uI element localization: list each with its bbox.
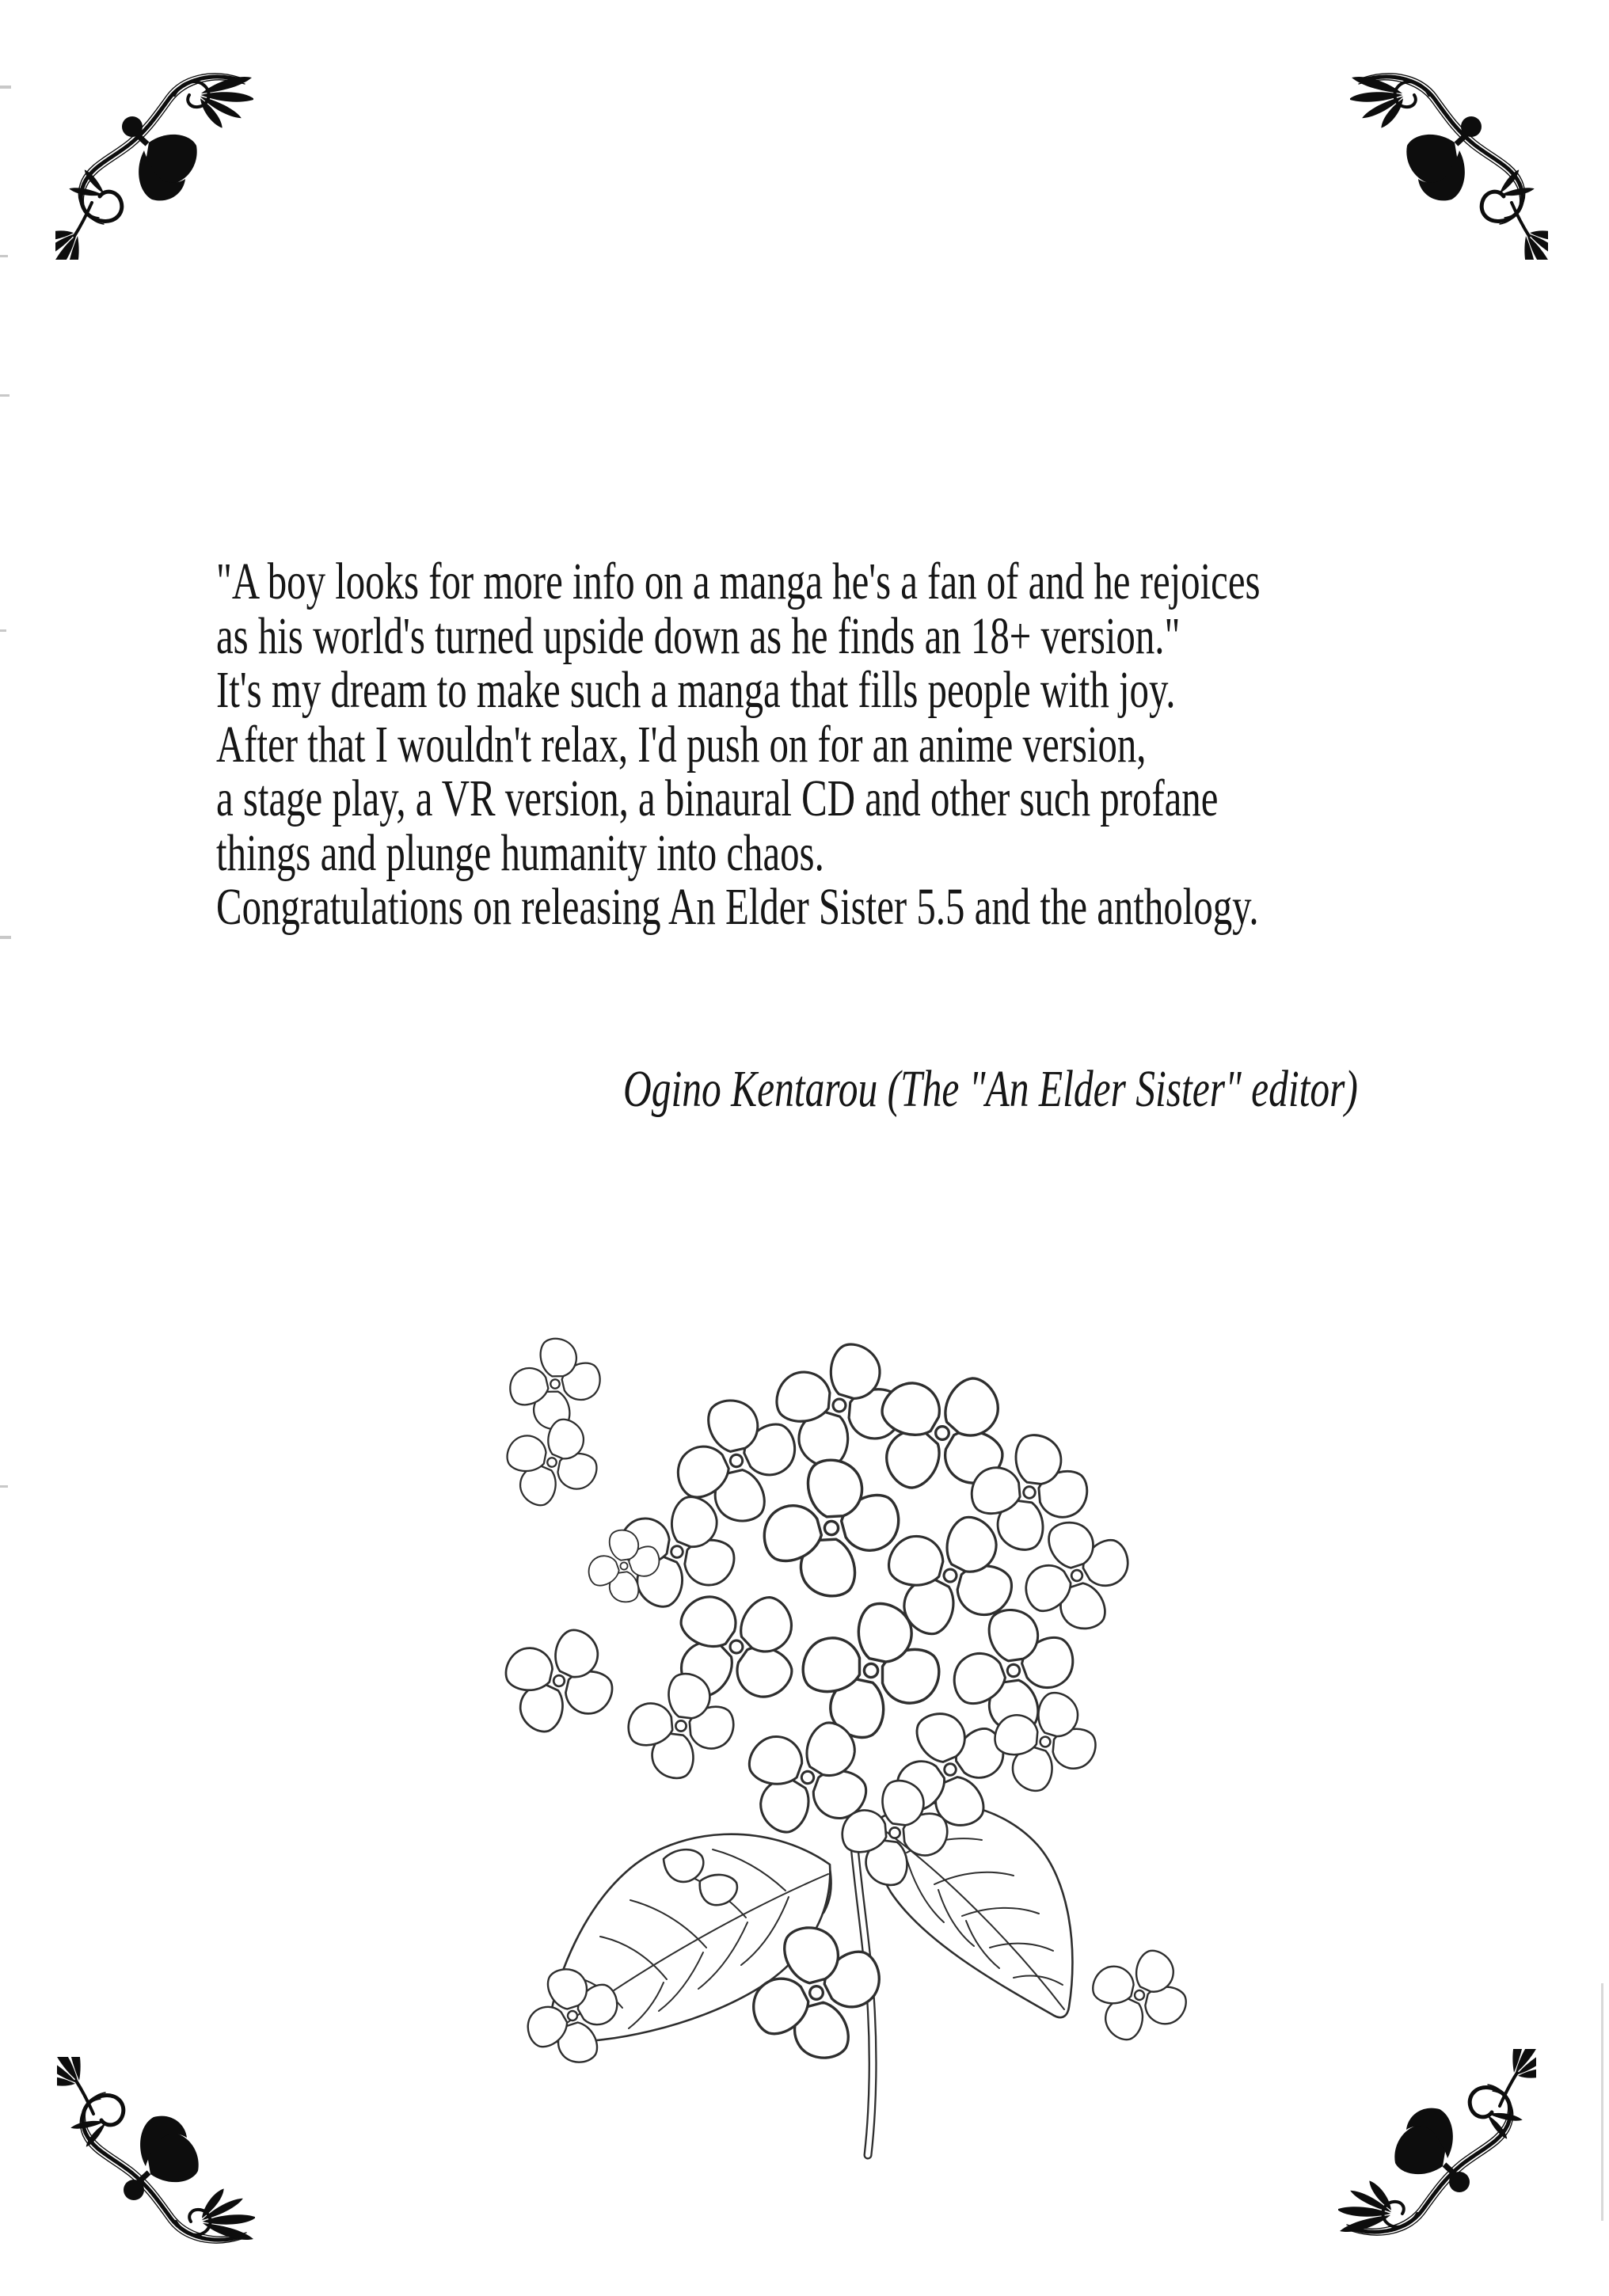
- message-line: things and plunge humanity into chaos.: [216, 823, 824, 882]
- corner-flourish-icon-top-left: [55, 70, 253, 260]
- scan-artifact: [0, 1485, 8, 1488]
- corner-flourish-icon-bottom-left: [57, 2057, 255, 2247]
- attribution-line: Ogino Kentarou (The "An Elder Sister" editor): [623, 1060, 1358, 1118]
- message-text: [216, 555, 1609, 935]
- stray-petal: [700, 1875, 737, 1905]
- scan-artifact: [1601, 1983, 1603, 2221]
- scan-artifact: [0, 394, 10, 397]
- message-line: After that I wouldn't relax, I'd push on for an anime version,: [216, 715, 1147, 774]
- scan-artifact: [0, 936, 11, 939]
- message-line: It's my dream to make such a manga that fills people with joy.: [216, 661, 1176, 719]
- message-line: as his world's turned upside down as he finds an 18+ version.": [216, 606, 1181, 665]
- scan-artifact: [0, 86, 11, 89]
- scan-artifact: [0, 255, 8, 257]
- message-line: a stage play, a VR version, a binaural CD and other such profane: [216, 770, 1219, 827]
- corner-flourish-icon-bottom-right: [1338, 2049, 1536, 2239]
- scan-artifact: [0, 629, 6, 632]
- message-line: "A boy looks for more info on a manga he's a fan of and he rejoices: [216, 553, 1261, 610]
- corner-flourish-icon-top-right: [1350, 70, 1548, 260]
- message-line: Congratulations on releasing An Elder Sister 5.5 and the anthology.: [216, 878, 1259, 936]
- hydrangea-illustration: [475, 1314, 1227, 2217]
